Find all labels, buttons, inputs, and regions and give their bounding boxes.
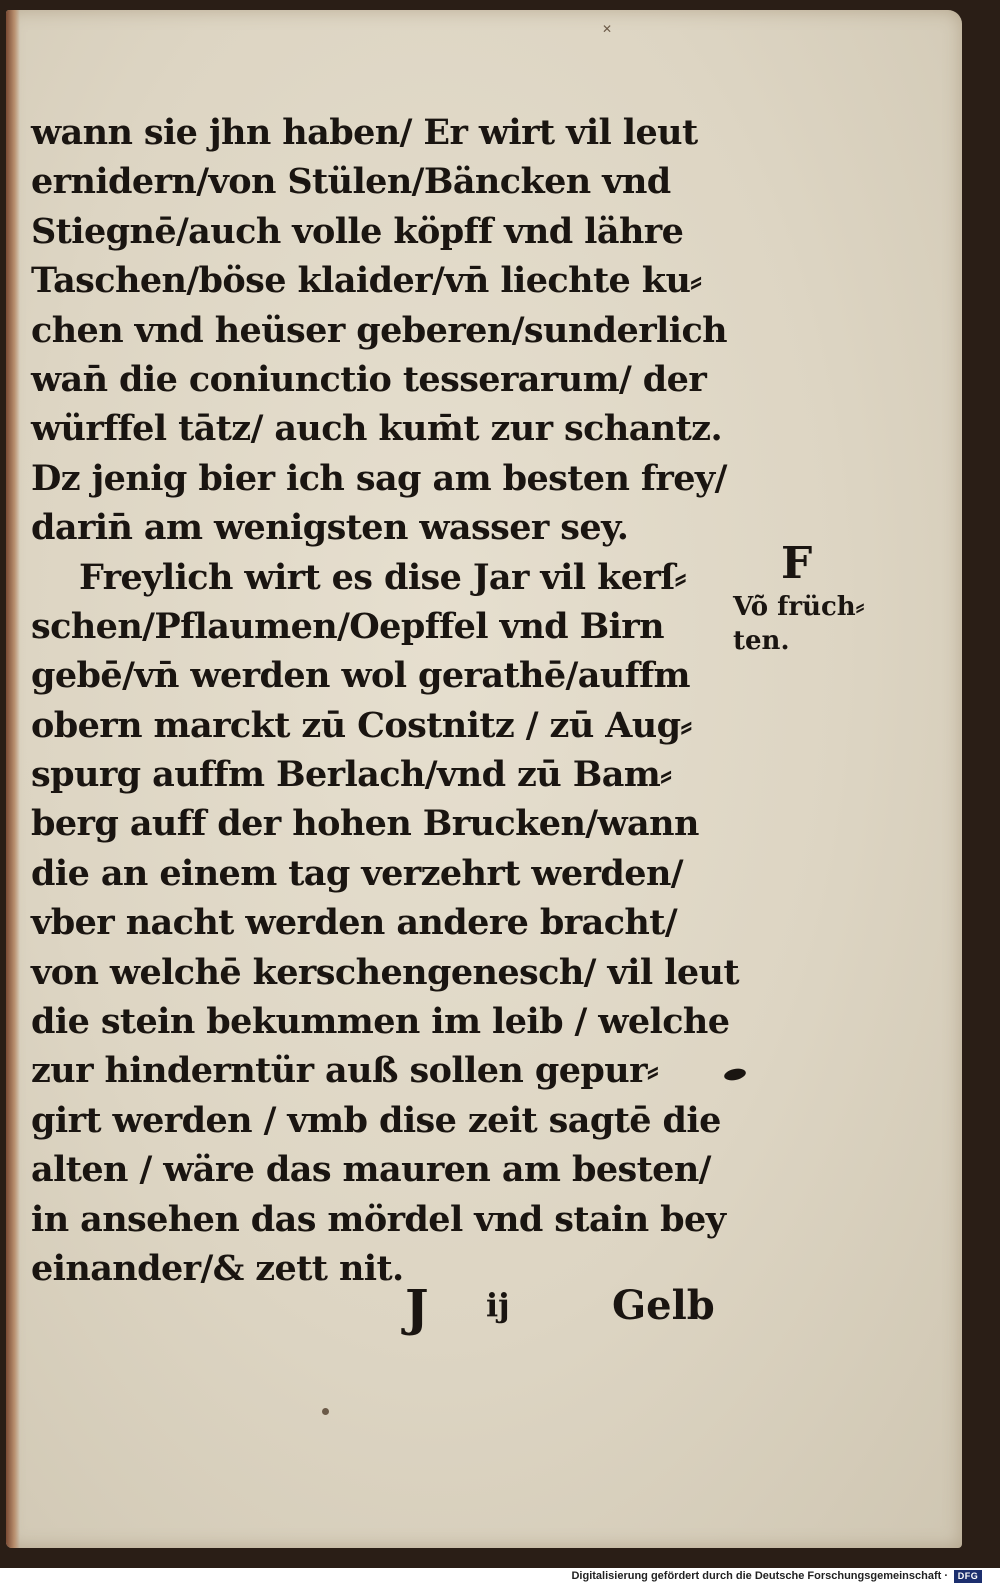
text-line: wan̄ die coniunctio tesserarum/ der [31, 358, 707, 400]
dfg-logo: DFG [954, 1570, 982, 1583]
paragraph-1 [31, 108, 731, 553]
text-line: wann sie jhn haben/ Er wirt vil leut [31, 112, 698, 153]
text-line: alten / wäre das mauren am besten/ [31, 1149, 711, 1191]
text-line: Freylich wirt es dise Jar vil kerſ⸗ [79, 556, 686, 598]
credit-bar [0, 1568, 1000, 1586]
marginal-initial: F [781, 538, 813, 589]
text-line: in ansehen das mördel vnd stain bey [31, 1198, 726, 1240]
text-line: von welchē kerschengenesch/ vil leut [31, 951, 739, 993]
text-line: einander/& zett nit. [31, 1247, 404, 1289]
catchword: Gelb [612, 1282, 715, 1329]
text-line: Stiegnē/auch volle köpff vnd lähre [31, 210, 684, 252]
signature-line [0, 1278, 740, 1338]
text-line: Dz jenig bier ich sag am besten frey/ [31, 457, 727, 499]
text-line: ernidern/von Stülen/Bäncken vnd [31, 161, 671, 203]
paragraph-2 [31, 553, 739, 1294]
text-line: berg auff der hohen Brucken/wann [31, 803, 699, 845]
text-line: darin̄ am wenigsten wasser sey. [31, 507, 629, 549]
text-line: die stein bekummen im leib / welche [31, 1001, 730, 1043]
marginal-note-line: ten. [733, 626, 790, 656]
text-line: spurg auffm Berlach/vnd zū Bam⸗ [31, 754, 672, 796]
marginal-note [733, 538, 893, 658]
text-line: zur hinderntür auß sollen gepur⸗ [31, 1050, 659, 1092]
funding-credit: Digitalisierung gefördert durch die Deutsche Forschungsgemeinschaft · [571, 1570, 948, 1582]
main-text [31, 108, 739, 1293]
scan-mark: ✕ [602, 22, 613, 36]
text-line: girt werden / vmb dise zeit sagtē die [31, 1099, 721, 1141]
text-line: schen/Pflaumen/Oepffel vnd Birn [31, 605, 664, 647]
text-line: chen vnd heüser geberen/sunderlich [31, 309, 728, 351]
signature-letter: J [405, 1278, 429, 1337]
text-line: Taschen/böse klaider/vn̄ liechte ku⸗ [31, 260, 702, 302]
signature-number: ij [486, 1286, 510, 1324]
text-line: die an einem tag verzehrt werden/ [31, 852, 683, 894]
text-line: würffel tātz/ auch kum̄t zur schantz. [31, 408, 723, 450]
text-line: vber nacht werden andere bracht/ [31, 902, 678, 944]
text-line: gebē/vn̄ werden wol gerathē/auffm [31, 655, 690, 697]
marginal-note-line: Võ früch⸗ [733, 592, 865, 622]
paper-speck [322, 1408, 329, 1415]
text-line: obern marckt zū Costnitz / zū Aug⸗ [31, 704, 692, 746]
